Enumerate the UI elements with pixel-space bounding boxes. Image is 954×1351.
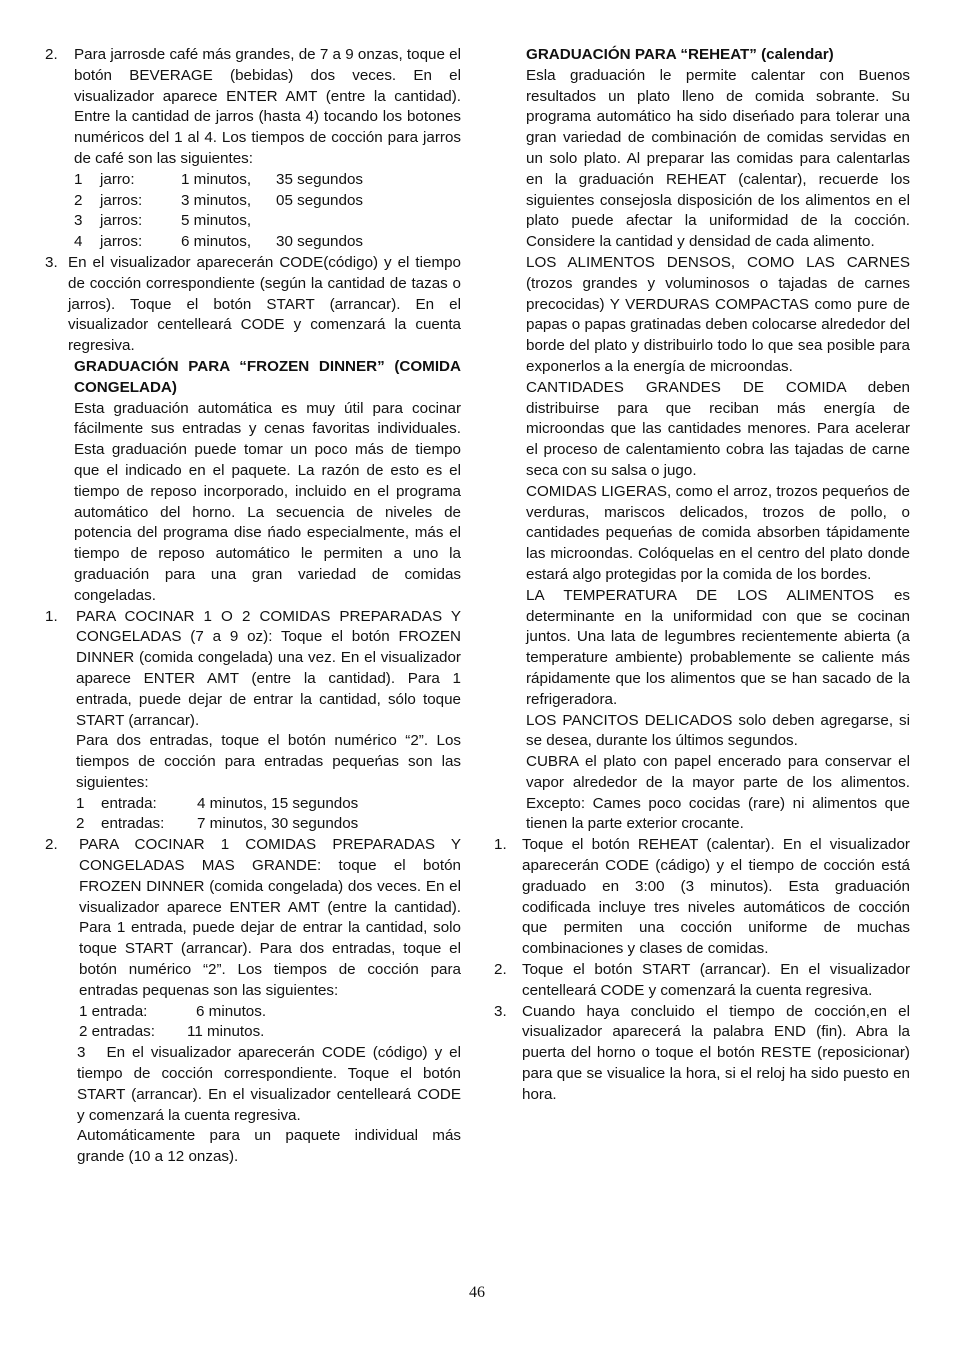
table-row: 2 jarros: 3 minutos, 05 segundos — [74, 191, 363, 209]
step-number: 1. — [494, 836, 507, 854]
step-number: 3. — [45, 253, 58, 271]
step-text: Toque el botón REHEAT (calentar). En el visualizador aparecerán CODE (cádigo) y el tiempo de cocción está graduado en 3:00 (3 minutos). Esta graduación codificada incluye tres niveles automáticos de cocción que permiten una cocción uniforme de muchas combinaciones y clases de comidas. — [522, 836, 910, 958]
beverage-step-3 — [45, 253, 461, 357]
cubra-paragraph: CUBRA el plato con papel encerado para conservar el vapor alrededor de la mayor parte de los alimentos. Excepto: Cames poco cocidas (rare) ni alimentos que tienen la parte exterior crocante. — [526, 753, 910, 833]
table-row: 1 jarro: 1 minutos, 35 segundos — [74, 170, 363, 188]
table-row: 1 entrada: 6 minutos. — [79, 1002, 267, 1020]
frozen-step-2-sub-3: 3 En el visualizador aparecerán CODE (código) y el tiempo de cocción correspondiente. Toque el botón START (arrancar). En el visualizador centelleará CODE y comenzará la cuenta regresiva. — [77, 1044, 461, 1124]
frozen-step-1 — [45, 607, 461, 732]
frozen-step-2 — [45, 835, 461, 1001]
table-row: 4 jarros: 6 minutos, 30 segundos — [74, 233, 363, 251]
reheat-step-1 — [494, 835, 910, 960]
table-row: 1 entrada: 4 minutos, 15 segundos — [76, 794, 359, 812]
reheat-paragraph: Esla graduación le permite calentar con Buenos resultados un plato lleno de comida sobrante. Su programa automático ha sido diseńado para tolerar una gran variedad de combinación de comidas servidas en un solo plato. Al preparar las comidas para calentarlas en la graduación REHEAT (calentar), recuerde los siguientes consejosla disposición de los alimentos en el plato puede afectar la uniformidad de la cocción. Considere la cantidad y densidad de cada alimento. — [526, 66, 910, 251]
step-number: 2. — [45, 46, 58, 63]
right-column — [494, 45, 910, 1106]
beverage-times-table — [74, 170, 461, 253]
reheat-step-3 — [494, 1002, 910, 1106]
food-temperature-paragraph: LA TEMPERATURA DE LOS ALIMENTOS es determinante en la uniformidad con que se cocinan juntos. Una lata de legumbres recientemente abierta (a temperature ambiente) probablemente se caliente más rápidamente que los alimentos que se han sacado de la refrigeradora. — [526, 586, 910, 708]
table-row: 2 entradas: 7 minutos, 30 segundos — [76, 815, 359, 833]
step-number: 2. — [45, 836, 58, 854]
step-text: Cuando haya concluido el tiempo de cocción,en el visualizador aparecerá la palabra END (fin). Abra la puerta del horno o toque el botón RESTE (reposicionar) para que se visualice la hora, si el reloj ha sido puesto en hora. — [522, 1002, 910, 1103]
reheat-heading: GRADUACIÓN PARA “REHEAT” (calendar) — [526, 46, 834, 63]
table-row: 2 entradas: 11 minutos. — [79, 1023, 265, 1041]
step-text: PARA COCINAR 1 O 2 COMIDAS PREPARADAS Y CONGELADAS (7 a 9 oz): Toque el botón FROZEN DINNER (comida congelada) una vez. En el visualizador aparece ENTER AMT (entre la cantidad). Para 1 entrada, puede dejar de entrar la cantidad, sólo toque START (arrancar). — [76, 607, 461, 729]
frozen-small-times-table — [76, 794, 461, 836]
frozen-step-1-text-2: Para dos entradas, toque el botón numérico “2”. Los tiempos de cocción para entradas pequeńas son las siguientes: — [76, 732, 461, 791]
reheat-step-2 — [494, 960, 910, 1002]
table-row: 3 jarros: 5 minutos, — [74, 212, 252, 230]
step-number: 3. — [494, 1002, 507, 1020]
dense-foods-paragraph: LOS ALIMENTOS DENSOS, COMO LAS CARNES (trozos grandes y voluminosos o tajadas de carnes precocidas) Y VERDURAS COMPACTAS como pure de papas o papas gratinadas deben colocarse alrededor del borde del plato y distribuirlo todo lo que sea posible para exponerlos a la energía de microondas. — [526, 253, 910, 375]
step-text: PARA COCINAR 1 COMIDAS PREPARADAS Y CONGELADAS MAS GRANDE: toque el botón FROZEN DINNER (comida congelada) dos veces. En el visualizador aparece ENTER AMT (entre la cantidad). Para 1 entrada, puede dejar de entrar la cantidad, solo toque START (arrancar). Para dos entradas, toque el botón numérico “2”. Los tiempos de cocción para entradas pequenas son las siguientes: — [79, 836, 461, 999]
pancitos-paragraph: LOS PANCITOS DELICADOS solo deben agregarse, si se desea, durante los últimos segundos. — [526, 711, 910, 750]
frozen-step-2-auto-note: Automáticamente para un paquete individual más grande (10 a 12 onzas). — [77, 1127, 461, 1166]
step-number: 1. — [45, 607, 58, 625]
page-number: 46 — [469, 1284, 485, 1301]
frozen-dinner-heading: GRADUACIÓN PARA “FROZEN DINNER” (COMIDA CONGELADA) — [74, 357, 461, 396]
step-number: 2. — [494, 961, 507, 979]
beverage-step-2 — [45, 45, 461, 170]
frozen-dinner-paragraph: Esta graduación automática es muy útil para cocinar fácilmente sus entradas y cenas favoritas individuales. Esta graduación puede tomar un poco más de tiempo que el indicado en el paquete. La razón de esto es el tiempo de reposo incorporado, incluido en el programa automático del horno. La secuencia de niveles de potencia del programa dise ńado especialmente, más el tiempo de reposo automático le permiten a uno la graduación para una gran variedad de comidas congeladas. — [74, 399, 461, 604]
step-text: Toque el botón START (arrancar). En el visualizador centelleará CODE y comenzará la cuenta regresiva. — [522, 961, 910, 999]
step-text: Para jarrosde café más grandes, de 7 a 9 onzas, toque el botón BEVERAGE (bebidas) dos veces. En el visualizador aparece ENTER AMT (entre la cantidad). Entre la cantidad de jarros (hasta 4) tocando los botones numéricos del 1 al 4. Los tiempos de cocción para jarros de café son las siguientes: — [74, 46, 461, 167]
step-text: En el visualizador aparecerán CODE(código) y el tiempo de cocción correspondiente (según la cantidad de tazas o jarros). Toque el botón START (arrancar). En el visualizador centelleará CODE y comenzará la cuenta regresiva. — [68, 253, 461, 355]
frozen-large-times-table — [79, 1002, 461, 1044]
large-quantities-paragraph: CANTIDADES GRANDES DE COMIDA deben distribuirse para que reciban más energía de microondas que las cantidades menores. Para acelerar el proceso de calentamiento cobra las tajadas de carne seca con su salsa o jugo. — [526, 378, 910, 479]
light-foods-paragraph: COMIDAS LIGERAS, como el arroz, trozos pequeńos de verduras, mariscos delicados, trozos de pollo, o cantidades pequeńas de comida absorben tápidamente las microondas. Colóquelas en el centro del plato donde estará algo protegidas por la comida de los bordes. — [526, 482, 910, 583]
left-column — [45, 45, 461, 1168]
